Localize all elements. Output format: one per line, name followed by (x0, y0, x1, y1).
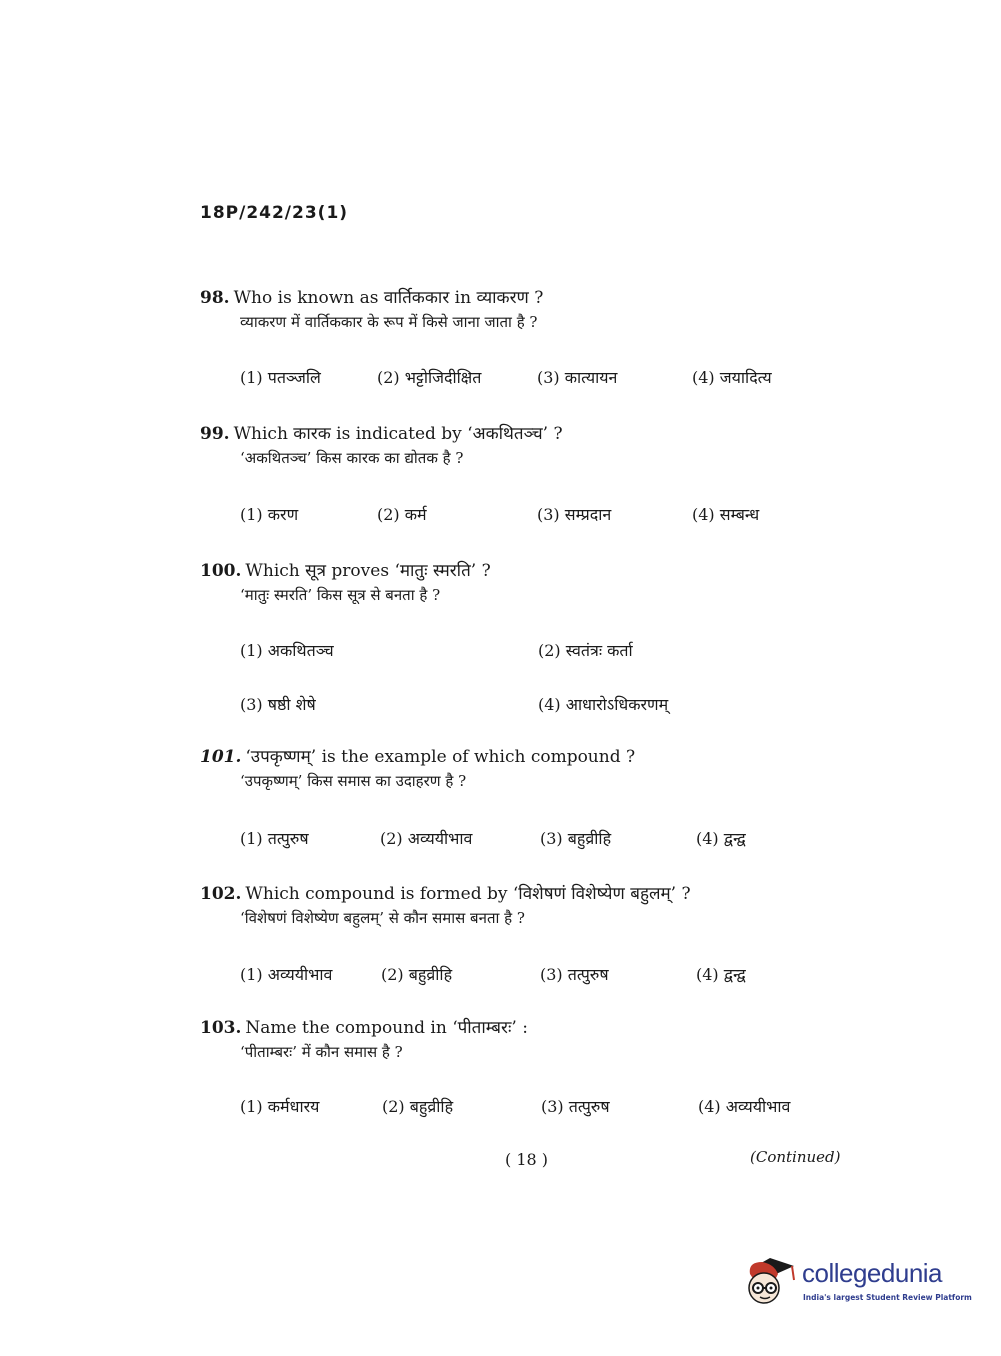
question-english (200, 882, 860, 906)
option-3: (3) तत्पुरुष (541, 1097, 610, 1116)
question-99 (200, 422, 860, 470)
question-text: Which सूत्र proves ‘मातुः स्मरति’ ? (245, 561, 491, 581)
question-number: 100. (200, 561, 242, 581)
question-hindi: ‘पीताम्बरः’ में कौन समास है ? (240, 1043, 403, 1061)
option-3: (3) सम्प्रदान (537, 505, 612, 524)
question-english (200, 559, 860, 583)
option-2: (2) बहुव्रीहि (381, 965, 453, 984)
question-98 (200, 286, 860, 334)
question-text: Name the compound in ‘पीताम्बरः’ : (245, 1018, 528, 1038)
brand-tagline: India's largest Student Review Platform (803, 1293, 972, 1302)
question-101 (200, 745, 860, 793)
option-4: (4) द्वन्द्व (696, 965, 746, 984)
question-hindi: ‘विशेषणं विशेष्येण बहुलम्’ से कौन समास बनता है ? (240, 909, 525, 927)
question-text: Which compound is formed by ‘विशेषणं विशेष्येण बहुलम्’ ? (245, 884, 691, 904)
option-1: (1) करण (240, 505, 299, 524)
question-number: 98. (200, 288, 230, 308)
option-4: (4) अव्ययीभाव (698, 1097, 791, 1116)
question-100 (200, 559, 860, 607)
question-english (200, 286, 860, 310)
option-2: (2) अव्ययीभाव (380, 829, 473, 848)
option-2: (2) बहुव्रीहि (382, 1097, 454, 1116)
question-hindi: ‘मातुः स्मरति’ किस सूत्र से बनता है ? (240, 586, 441, 604)
continued-label: (Continued) (750, 1148, 841, 1166)
question-hindi: ‘उपकृष्णम्’ किस समास का उदाहरण है ? (240, 772, 467, 790)
question-number: 103. (200, 1018, 242, 1038)
question-english (200, 745, 860, 769)
option-4: (4) द्वन्द्व (696, 829, 746, 848)
option-1: (1) अव्ययीभाव (240, 965, 333, 984)
mascot-logo-icon (740, 1250, 800, 1310)
option-2: (2) कर्म (377, 505, 427, 524)
collegedunia-watermark (740, 1250, 970, 1310)
options-103 (240, 1095, 860, 1125)
option-1: (1) पतञ्जलि (240, 368, 321, 387)
option-3: (3) बहुव्रीहि (540, 829, 612, 848)
brand-name: collegedunia (802, 1258, 943, 1288)
options-99 (240, 503, 860, 533)
option-4: (4) सम्बन्ध (692, 505, 760, 524)
option-1: (1) तत्पुरुष (240, 829, 309, 848)
question-102 (200, 882, 860, 930)
options-102 (240, 963, 860, 993)
question-hindi: ‘अकथितञ्च’ किस कारक का द्योतक है ? (240, 449, 464, 467)
question-text: ‘उपकृष्णम्’ is the example of which compound ? (245, 747, 636, 767)
question-english (200, 422, 860, 446)
option-2: (2) भट्टोजिदीक्षित (377, 368, 482, 387)
options-100-row1 (240, 639, 860, 669)
options-100-row2 (240, 693, 860, 723)
option-3: (3) कात्यायन (537, 368, 618, 387)
question-hindi: व्याकरण में वार्तिककार के रूप में किसे जाना जाता है ? (240, 313, 538, 331)
options-98 (240, 366, 860, 396)
question-103 (200, 1016, 860, 1064)
question-number: 99. (200, 424, 230, 444)
question-english (200, 1016, 860, 1040)
question-text: Which कारक is indicated by ‘अकथितञ्च’ ? (233, 424, 563, 444)
option-4: (4) आधारोऽधिकरणम् (538, 695, 669, 714)
page-number: ( 18 ) (505, 1150, 549, 1169)
option-4: (4) जयादित्य (692, 368, 772, 387)
question-number: 101. (200, 747, 242, 767)
option-3: (3) तत्पुरुष (540, 965, 609, 984)
question-text: Who is known as वार्तिककार in व्याकरण ? (233, 288, 544, 308)
question-number: 102. (200, 884, 242, 904)
option-1: (1) कर्मधारय (240, 1097, 320, 1116)
option-3: (3) षष्ठी शेषे (240, 695, 316, 714)
option-2: (2) स्वतंत्रः कर्ता (538, 641, 633, 660)
option-1: (1) अकथितञ्च (240, 641, 334, 660)
paper-code: 18P/242/23(1) (200, 203, 349, 223)
options-101 (240, 827, 860, 857)
